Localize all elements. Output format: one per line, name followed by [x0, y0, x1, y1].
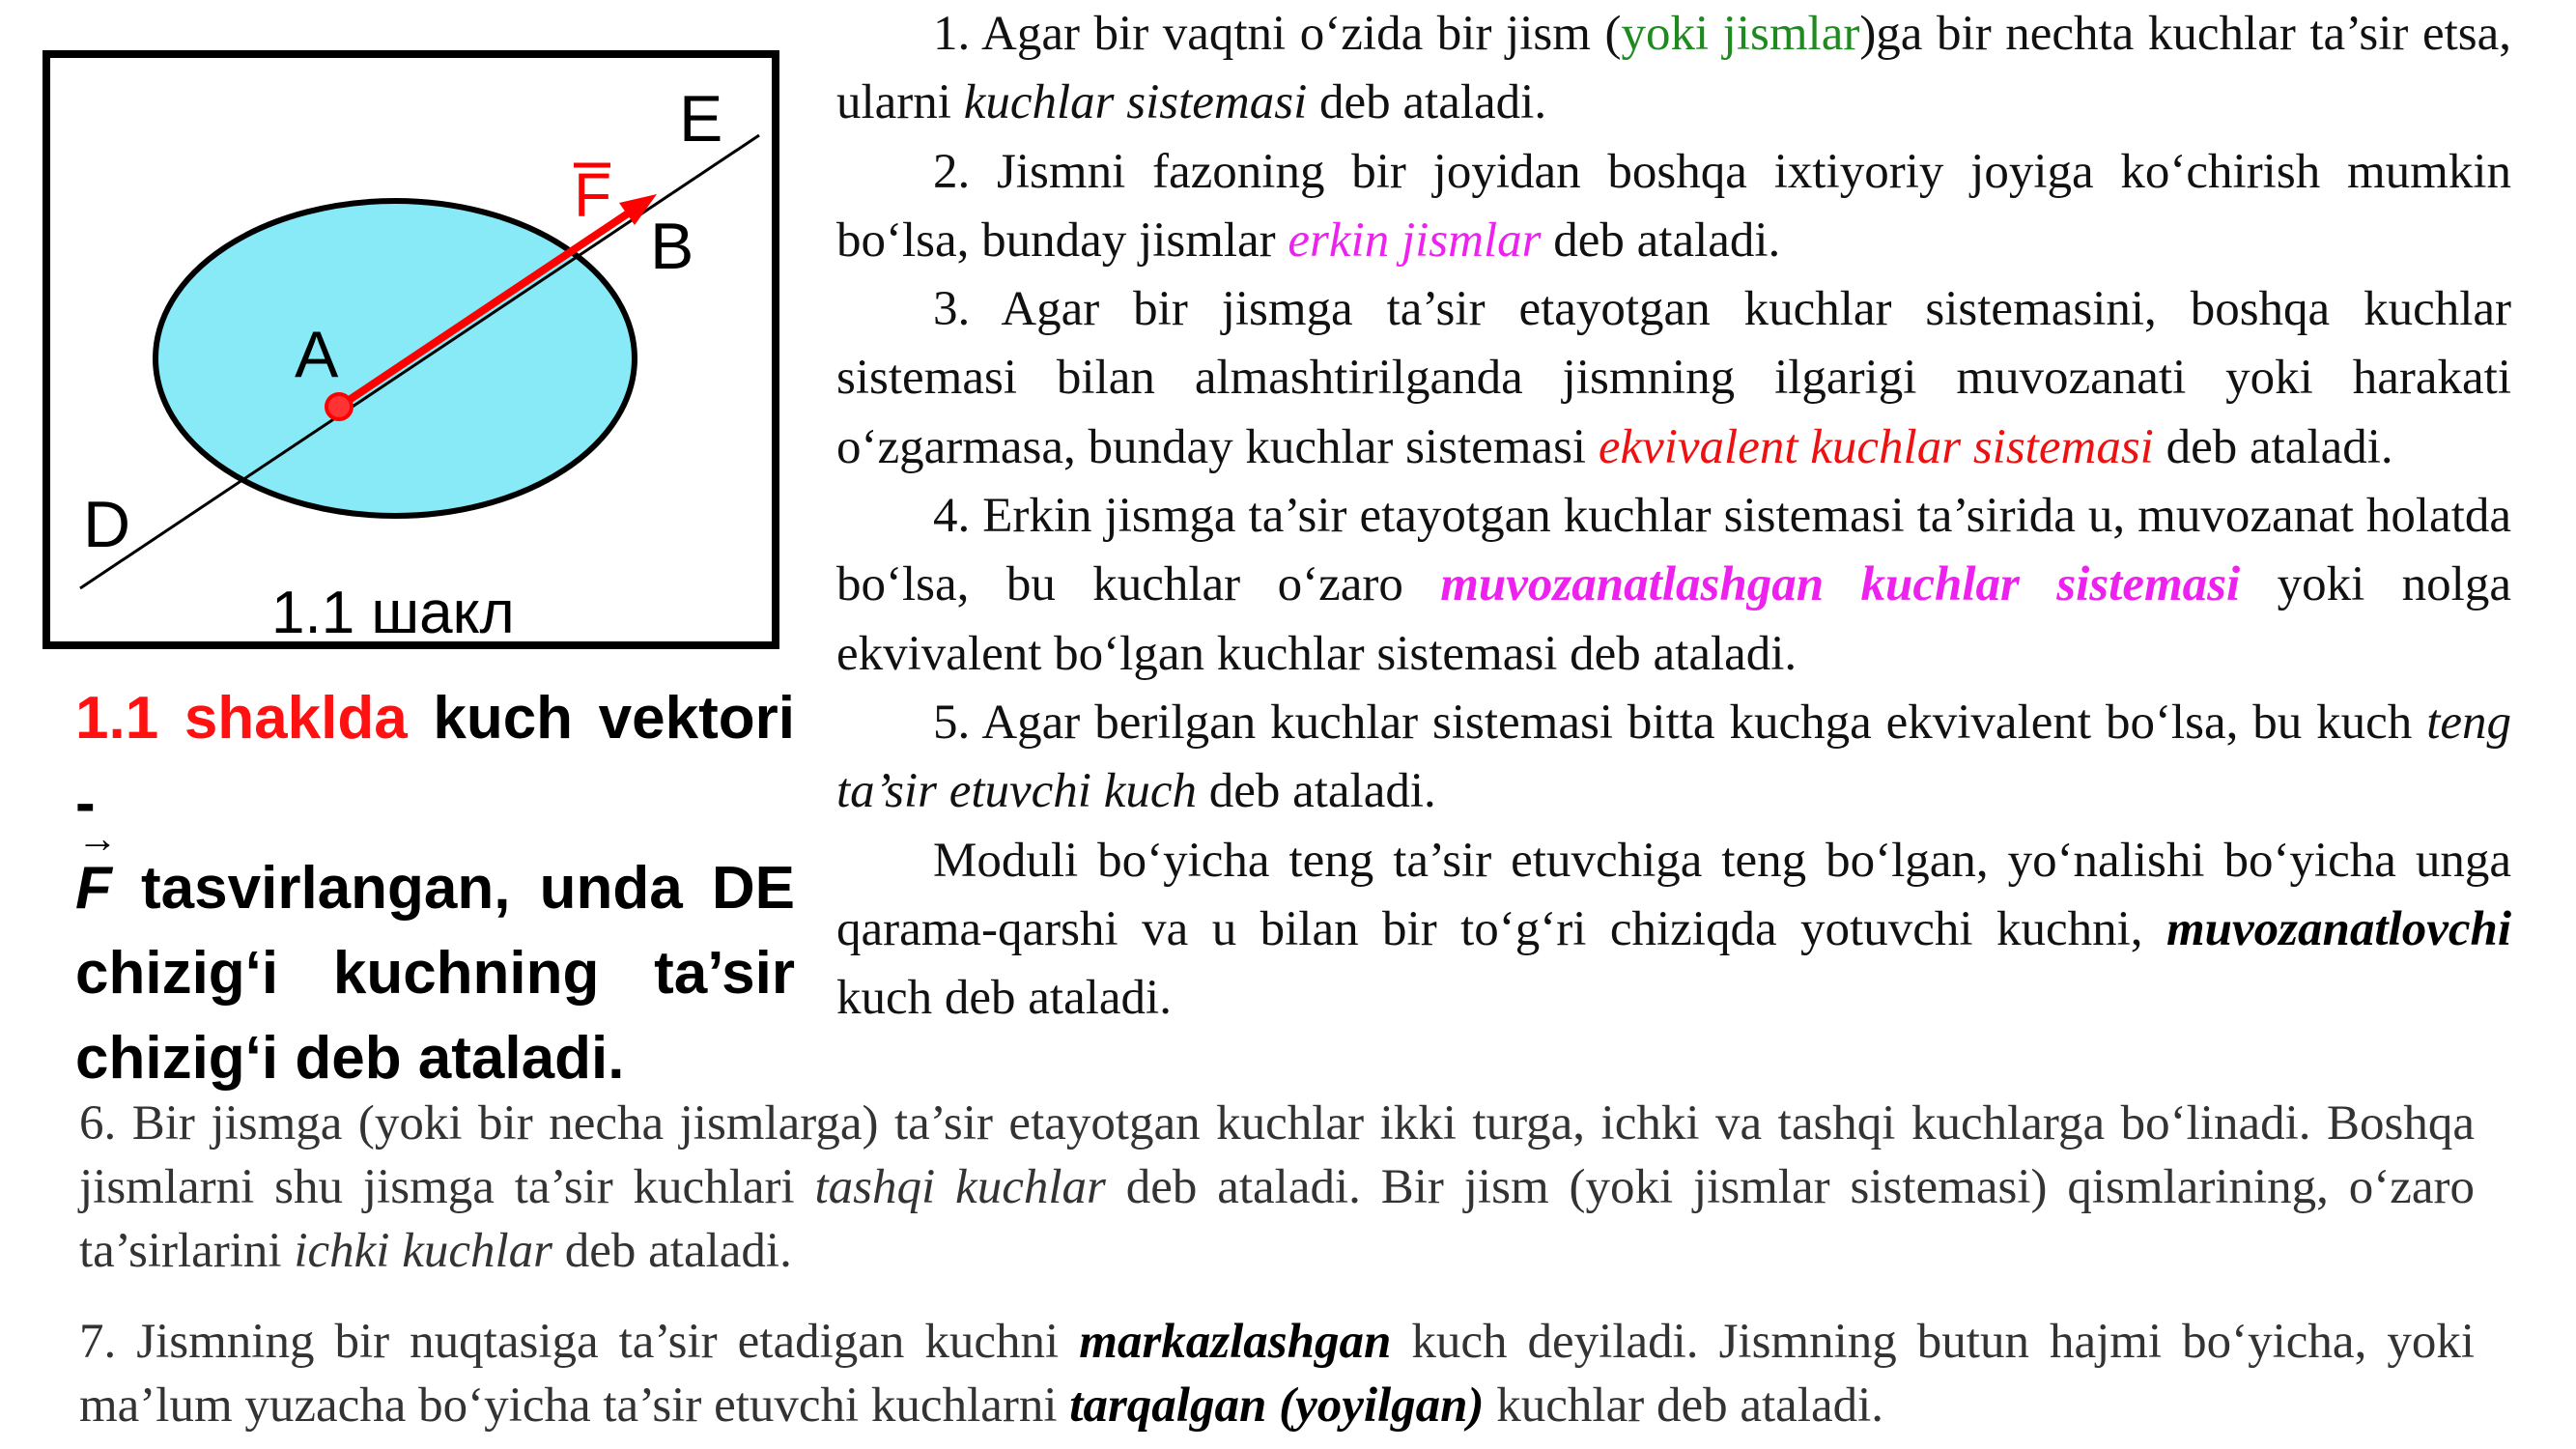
- definition-7-text-c: kuchlar deb ataladi.: [1484, 1378, 1884, 1433]
- definition-5-term: teng ta’sir etuvchi kuch: [836, 695, 2511, 819]
- definition-3: [836, 275, 2511, 482]
- definition-5b-term: muvozanatlovchi: [2166, 901, 2511, 956]
- definition-6-text-c: deb ataladi.: [552, 1224, 792, 1278]
- definition-6-text-b: deb ataladi. Bir jism (yoki jismlar sistemasi) qismlarining, o‘zaro ta’sirlarini: [79, 1160, 2475, 1278]
- point-label-e: E: [679, 82, 723, 156]
- definition-7-term-2: tarqalgan (yoyilgan): [1069, 1378, 1485, 1433]
- definition-6: [79, 1092, 2475, 1283]
- force-diagram: [37, 37, 790, 665]
- definition-5b-text-a: Moduli bo‘yicha teng ta’sir etuvchiga teng bo‘lgan, yo‘nalishi bo‘yicha unga qarama-qarshi va u bilan bir to‘g‘ri chiziqda yotuvchi kuchni,: [836, 833, 2511, 956]
- caption-text-1: kuch vektori -: [75, 685, 795, 837]
- force-label: F: [574, 160, 612, 230]
- definitions-column: [836, 0, 2511, 1033]
- definition-3-text-b: deb ataladi.: [2153, 419, 2393, 474]
- definition-5b-text-b: kuch deb ataladi.: [836, 971, 1172, 1026]
- definition-4-text-a: 4. Erkin jismga ta’sir etayotgan kuchlar sistemasi ta’sirida u, muvozanat holatda bo‘lsa, bu kuchlar o‘zaro: [836, 489, 2511, 612]
- definition-1-text-b: )ga bir nechta kuchlar ta’sir etsa, ularni: [836, 7, 2511, 130]
- definition-7-text-b: kuch deyiladi. Jismning butun hajmi bo‘yicha, yoki ma’lum yuzacha bo‘yicha ta’sir etuvchi kuchlarni: [79, 1315, 2476, 1433]
- definition-2: [836, 138, 2511, 276]
- definition-5-text-a: 5. Agar berilgan kuchlar sistemasi bitta kuchga ekvivalent bo‘lsa, bu kuch: [933, 695, 2427, 750]
- definition-3-text-a: 3. Agar bir jismga ta’sir etayotgan kuchlar sistemasini, boshqa kuchlar sistemasi bilan almashtirilganda jismning ilgarigi muvozanati yoki harakati o‘zgarmasa, bunday kuchlar sistemasi: [836, 282, 2511, 474]
- point-label-d: D: [83, 488, 131, 561]
- bottom-definitions: [79, 1092, 2475, 1437]
- figure-title: 1.1 шакл: [271, 580, 515, 646]
- definition-1-text-c: deb ataladi.: [1307, 75, 1547, 130]
- definition-7-term-1: markazlashgan: [1079, 1315, 1392, 1369]
- definition-4-term: muvozanatlashgan kuchlar sistemasi: [1440, 557, 2241, 612]
- definition-7-text-a: 7. Jismning bir nuqtasiga ta’sir etadigan kuchni: [79, 1315, 1080, 1369]
- body-ellipse: [156, 201, 635, 516]
- point-a-marker: [326, 394, 352, 419]
- definition-7: [79, 1310, 2475, 1437]
- definition-6-term-2: ichki kuchlar: [294, 1224, 553, 1278]
- definition-5-text-b: deb ataladi.: [1196, 764, 1436, 819]
- definition-2-term: erkin jismlar: [1288, 213, 1542, 268]
- point-label-b: B: [650, 210, 694, 283]
- caption-vector-symbol: → F: [75, 846, 112, 931]
- definition-3-term: ekvivalent kuchlar sistemasi: [1598, 419, 2154, 474]
- definition-2-text-b: deb ataladi.: [1541, 213, 1781, 268]
- definition-1: [836, 0, 2511, 138]
- caption-figure-ref: 1.1 shaklda: [75, 685, 408, 752]
- figure-caption: [75, 676, 795, 1101]
- definition-6-term-1: tashqi kuchlar: [814, 1160, 1106, 1214]
- definition-1-term: kuchlar sistemasi: [963, 75, 1308, 130]
- figure-1-1: [37, 37, 790, 665]
- point-label-a: A: [295, 318, 339, 391]
- definition-1-green-text: yoki jismlar: [1621, 7, 1860, 61]
- definition-1-text-a: 1. Agar bir vaqtni o‘zida bir jism (: [933, 7, 1622, 61]
- definition-6-text-a: 6. Bir jismga (yoki bir necha jismlarga) ta’sir etayotgan kuchlar ikki turga, ichki va tashqi kuchlarga bo‘linadi. Boshqa jismlarni shu jismga ta’sir kuchlari: [79, 1096, 2475, 1214]
- definition-4-text-b: yoki nolga ekvivalent bo‘lgan kuchlar sistemasi deb ataladi.: [836, 557, 2511, 681]
- definition-4: [836, 482, 2511, 689]
- caption-text-2: tasvirlangan, unda DE chizig‘i kuchning ta’sir chizig‘i deb ataladi.: [75, 855, 795, 1092]
- definition-2-text-a: 2. Jismni fazoning bir joyidan boshqa ixtiyoriy joyiga ko‘chirish mumkin bo‘lsa, bunday jismlar: [836, 144, 2511, 268]
- definition-5: [836, 689, 2511, 827]
- definition-5-continued: [836, 827, 2511, 1034]
